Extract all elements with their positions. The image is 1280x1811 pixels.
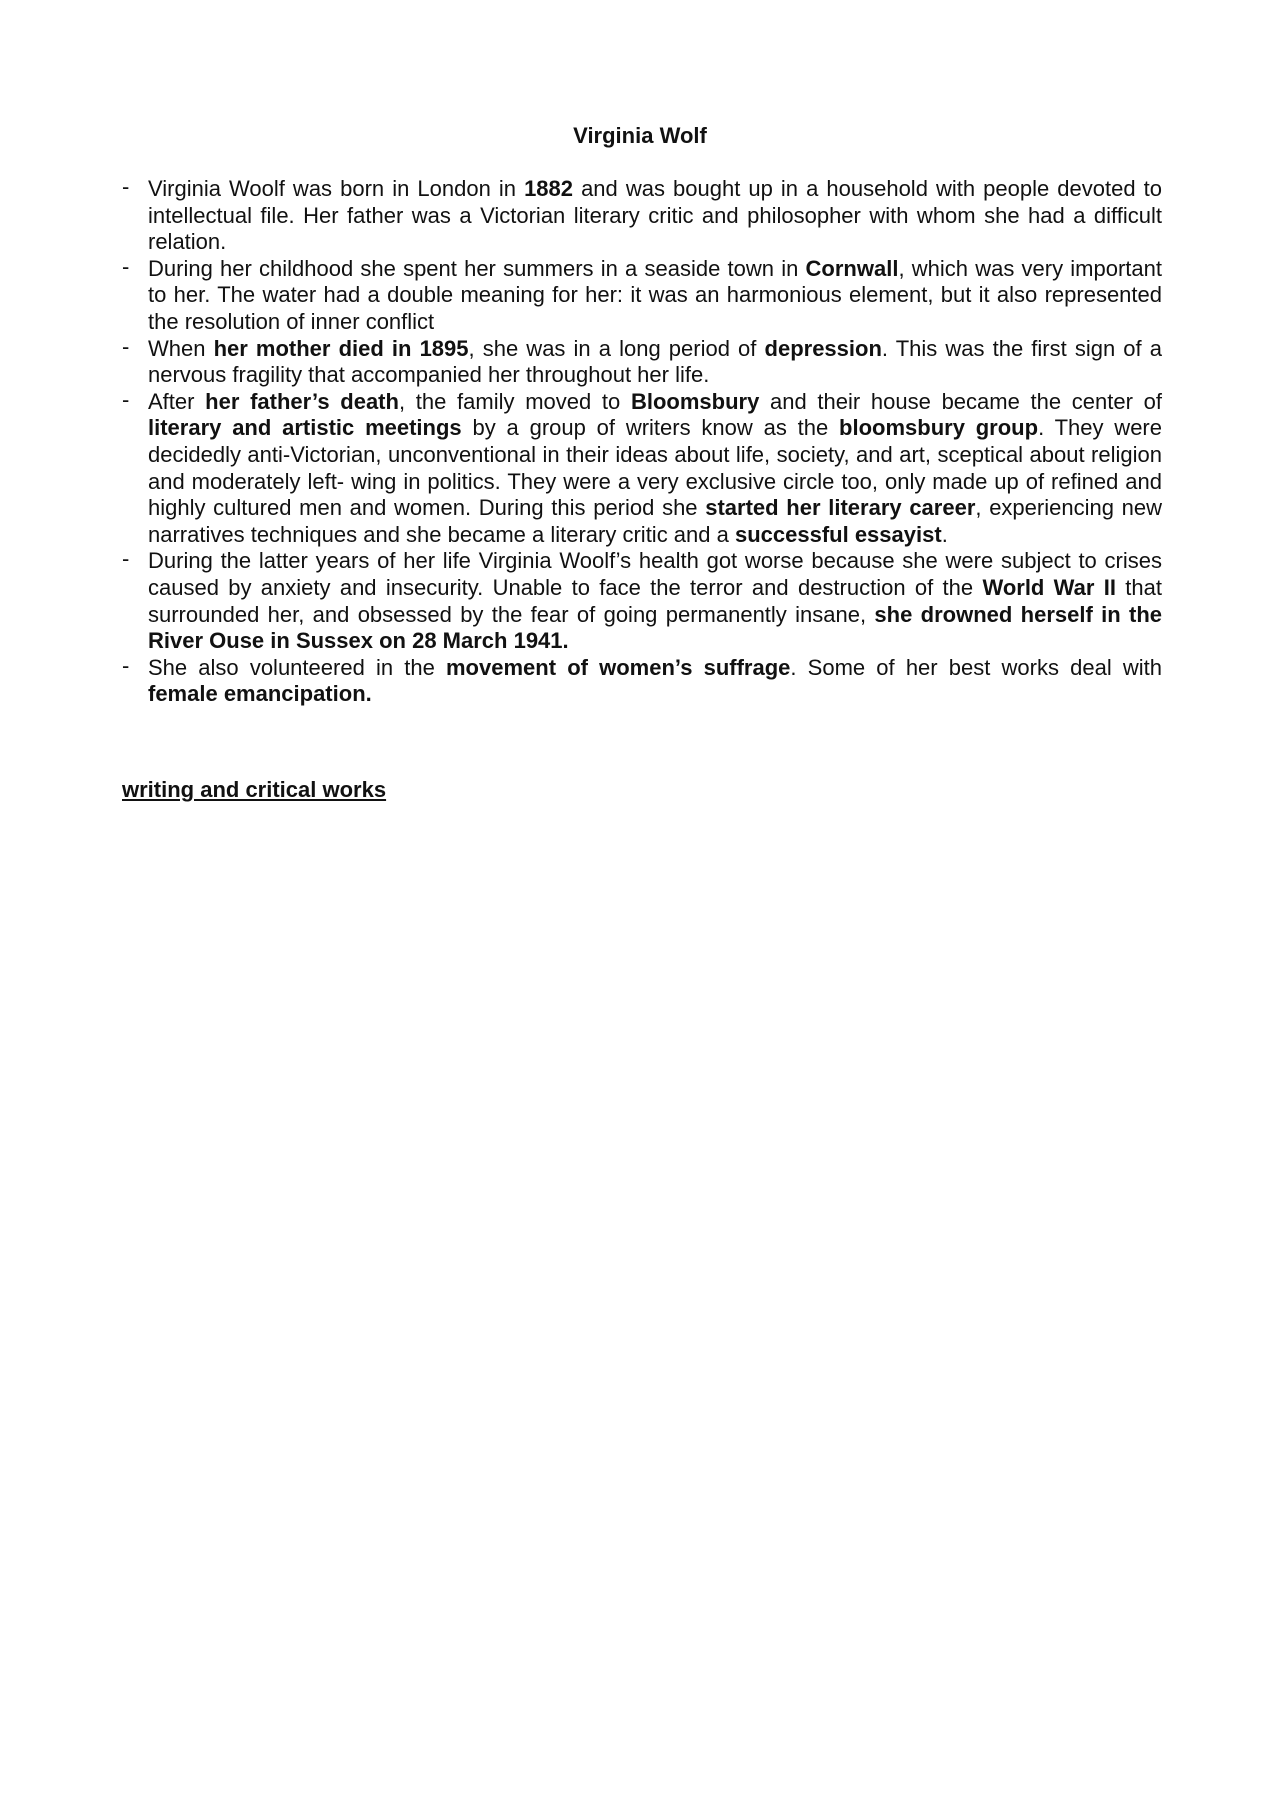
document-title: Virginia Wolf bbox=[573, 123, 707, 148]
bullet-dash: - bbox=[122, 546, 130, 572]
bullet-item bbox=[122, 548, 1162, 654]
bullet-text bbox=[148, 336, 1162, 388]
bullet-dash: - bbox=[122, 253, 130, 279]
text-run: and their house became the center of bbox=[759, 388, 1162, 414]
bold-text: bloomsbury group bbox=[839, 415, 1039, 441]
bullet-dash: - bbox=[122, 386, 130, 412]
text-run: She also volunteered in the bbox=[148, 654, 446, 680]
text-run: When bbox=[148, 335, 214, 361]
text-run: . They were decidedly anti-Victorian, unconventional in their ideas about life, society, and art, sceptical about religion and moderately left- wing in politics. They were a very exclusive circle too, only made up of refined and highly cultured men and women. During this period she bbox=[148, 415, 1162, 521]
text-run: by a group of writers know as the bbox=[461, 415, 840, 441]
text-run: , she was in a long period of bbox=[468, 335, 765, 361]
bold-text: depression bbox=[764, 335, 882, 361]
bold-text: female emancipation. bbox=[148, 681, 372, 707]
bullet-text bbox=[148, 548, 1162, 653]
text-run: After bbox=[148, 388, 206, 414]
text-run: and was bought up in a household with people devoted to intellectual file. Her father was a Victorian literary critic and philosopher with whom she had a difficult relation. bbox=[148, 176, 1162, 255]
bullet-item bbox=[122, 333, 1162, 389]
section-heading: writing and critical works bbox=[122, 777, 387, 802]
text-run: Virginia Woolf was born in London in bbox=[148, 176, 525, 201]
bullet-text bbox=[148, 176, 1162, 254]
bold-text: Bloomsbury bbox=[630, 388, 760, 414]
bullet-text bbox=[148, 655, 1162, 707]
bullet-dash: - bbox=[122, 652, 130, 678]
bullet-item bbox=[122, 176, 1162, 256]
text-run: that surrounded her, and obsessed by the fear of going permanently insane, bbox=[148, 574, 1162, 627]
bold-text: her mother died in 1895 bbox=[213, 335, 469, 361]
bullet-dash: - bbox=[122, 333, 130, 359]
bullet-text bbox=[148, 389, 1162, 547]
text-run: , which was very important to her. The water had a double meaning for her: it was an harmonious element, but it also represented the resolution of inner conflict bbox=[148, 255, 1162, 334]
bold-text: literary and artistic meetings bbox=[148, 415, 462, 441]
text-run: During her childhood she spent her summers in a seaside town in bbox=[148, 255, 806, 281]
bullet-list bbox=[122, 176, 1162, 708]
text-run: . Some of her best works deal with bbox=[790, 654, 1163, 680]
bold-text: World War II bbox=[982, 574, 1116, 600]
bold-text: Cornwall bbox=[805, 255, 899, 281]
text-run: , experiencing new narratives techniques and she became a literary critic and a bbox=[148, 495, 1163, 547]
text-run: . This was the first sign of a nervous fragility that accompanied her throughout her life. bbox=[148, 335, 1162, 388]
text-run: . bbox=[941, 521, 948, 547]
bold-text: successful essayist bbox=[734, 521, 942, 547]
bullet-item bbox=[122, 253, 1162, 336]
bold-text: started her literary career bbox=[705, 495, 976, 521]
bullet-text bbox=[148, 256, 1162, 334]
bold-text: she drowned herself in the River Ouse in Sussex on 28 March 1941. bbox=[148, 601, 1163, 654]
bullet-item bbox=[122, 652, 1163, 708]
text-run: During the latter years of her life Virginia Woolf’s health got worse because she were subject to crises caused by anxiety and insecurity. Unable to face the terror and destruction of the bbox=[148, 548, 1162, 600]
bold-text: 1882 bbox=[524, 176, 574, 201]
bullet-dash: - bbox=[122, 174, 130, 199]
bold-text: movement of women’s suffrage bbox=[446, 654, 791, 680]
bold-text: her father’s death bbox=[205, 388, 399, 414]
text-run: , the family moved to bbox=[398, 388, 631, 414]
bullet-item bbox=[122, 386, 1163, 549]
